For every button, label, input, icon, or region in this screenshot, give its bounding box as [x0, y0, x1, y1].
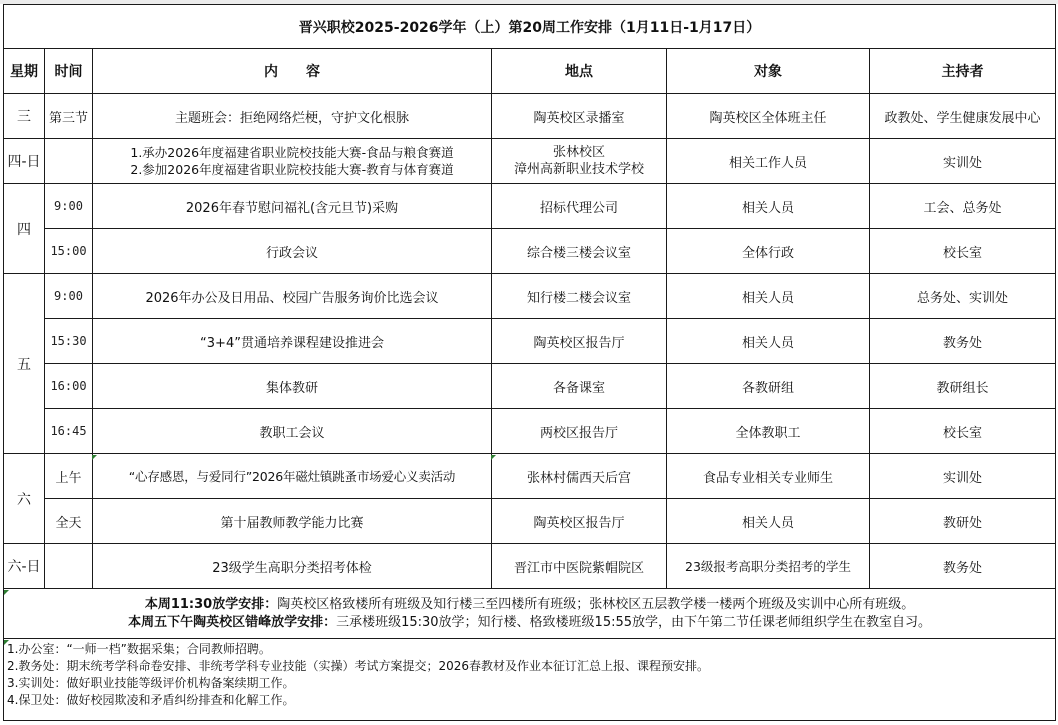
note-item: 4.保卫处：做好校园欺凌和矛盾纠纷排查和化解工作。	[7, 693, 295, 707]
sheet-title: 晋兴职校2025-2026学年（上）第20周工作安排（1月11日-1月17日）	[298, 19, 761, 36]
time-cell: 上午	[45, 454, 93, 499]
header-row	[4, 49, 1056, 94]
notice-label-2: 本周五下午陶英校区错峰放学安排：	[128, 614, 337, 630]
location-cell: 各备课室	[492, 364, 667, 409]
location-line: 漳州高新职业技术学校	[513, 162, 644, 177]
table-row	[4, 319, 1056, 364]
location-cell: 两校区报告厅	[492, 409, 667, 454]
content-line: 2.参加2026年度福建省职业院校技能大赛-教育与体育赛道	[130, 162, 454, 177]
department-notes	[4, 639, 1056, 721]
location-line: 张林校区	[552, 145, 605, 160]
day-cell: 五	[4, 274, 45, 454]
time-cell: 9:00	[45, 184, 93, 229]
department-notes-row	[4, 639, 1056, 721]
day-cell: 六	[4, 454, 45, 544]
host-cell: 校长室	[870, 229, 1056, 274]
schedule-table	[3, 4, 1056, 721]
content-cell: “3+4”贯通培养课程建设推进会	[93, 319, 492, 364]
day-cell: 四-日	[4, 139, 45, 184]
content-cell: 集体教研	[93, 364, 492, 409]
time-cell: 16:00	[45, 364, 93, 409]
table-row	[4, 274, 1056, 319]
content-cell: “心存感恩，与爱同行”2026年磁灶镇跳蚤市场爱心义卖活动	[93, 454, 492, 499]
cell-comment-marker-icon	[92, 455, 97, 460]
audience-cell: 相关人员	[667, 184, 870, 229]
content-line: 1.承办2026年度福建省职业院校技能大赛-食品与粮食赛道	[130, 145, 454, 160]
location-cell: 晋江市中医院紫帽院区	[492, 544, 667, 589]
header-host: 主持者	[870, 49, 1056, 94]
audience-cell: 各教研组	[667, 364, 870, 409]
dismissal-notice	[4, 589, 1056, 639]
host-cell: 教研处	[870, 499, 1056, 544]
notice-text-2: 三承楼班级15:30放学；知行楼、格致楼班级15:55放学，由下午第二节任课老师组织学生在教室自习。	[336, 614, 932, 630]
host-cell: 工会、总务处	[870, 184, 1056, 229]
table-row	[4, 94, 1056, 139]
cell-comment-marker-icon	[491, 455, 496, 460]
day-cell: 三	[4, 94, 45, 139]
location-cell: 知行楼二楼会议室	[492, 274, 667, 319]
schedule-sheet	[3, 4, 1054, 721]
time-cell: 15:00	[45, 229, 93, 274]
audience-cell: 食品专业相关专业师生	[667, 454, 870, 499]
audience-cell: 相关人员	[667, 499, 870, 544]
header-location: 地点	[492, 49, 667, 94]
table-row	[4, 139, 1056, 184]
table-row	[4, 454, 1056, 499]
audience-cell: 相关人员	[667, 319, 870, 364]
sheet-title-cell	[4, 5, 1056, 49]
cell-comment-marker-icon	[4, 640, 9, 645]
header-content: 内 容	[93, 49, 492, 94]
location-cell: 张林村儒西天后宫	[492, 454, 667, 499]
note-item: 2.教务处：期末统考学科命卷安排、非统考学科专业技能（实操）考试方案提交；2026春教材及作业本征订汇总上报、课程预安排。	[7, 659, 709, 673]
content-cell: 2026年春节慰问福礼(含元旦节)采购	[93, 184, 492, 229]
table-row	[4, 499, 1056, 544]
content-cell: 行政会议	[93, 229, 492, 274]
content-cell: 2026年办公及日用品、校园广告服务询价比选会议	[93, 274, 492, 319]
audience-cell: 23级报考高职分类招考的学生	[667, 544, 870, 589]
header-time: 时间	[45, 49, 93, 94]
header-audience: 对象	[667, 49, 870, 94]
day-cell: 六-日	[4, 544, 45, 589]
content-cell: 23级学生高职分类招考体检	[93, 544, 492, 589]
host-cell: 总务处、实训处	[870, 274, 1056, 319]
location-cell: 综合楼三楼会议室	[492, 229, 667, 274]
notice-text-1: 陶英校区格致楼所有班级及知行楼三至四楼所有班级；张林校区五层教学楼一楼两个班级及实训中心所有班级。	[277, 596, 915, 612]
table-row	[4, 544, 1056, 589]
host-cell: 政教处、学生健康发展中心	[870, 94, 1056, 139]
audience-cell: 全体教职工	[667, 409, 870, 454]
host-cell: 教务处	[870, 544, 1056, 589]
audience-cell: 相关人员	[667, 274, 870, 319]
time-cell: 第三节	[45, 94, 93, 139]
dismissal-notice-row	[4, 589, 1056, 639]
host-cell: 实训处	[870, 454, 1056, 499]
host-cell: 教研组长	[870, 364, 1056, 409]
header-day: 星期	[4, 49, 45, 94]
time-cell: 15:30	[45, 319, 93, 364]
table-row	[4, 409, 1056, 454]
day-cell: 四	[4, 184, 45, 274]
time-cell: 全天	[45, 499, 93, 544]
location-cell: 陶英校区报告厅	[492, 499, 667, 544]
content-cell: 主题班会：拒绝网络烂梗，守护文化根脉	[93, 94, 492, 139]
notice-label-1: 本周11:30放学安排：	[144, 596, 278, 612]
time-cell: 9:00	[45, 274, 93, 319]
location-cell	[492, 139, 667, 184]
table-row	[4, 184, 1056, 229]
content-cell	[93, 139, 492, 184]
note-item: 1.办公室：“一师一档”数据采集；合同教师招聘。	[7, 642, 271, 656]
time-cell: 16:45	[45, 409, 93, 454]
audience-cell: 全体行政	[667, 229, 870, 274]
table-row	[4, 229, 1056, 274]
audience-cell: 相关工作人员	[667, 139, 870, 184]
table-row	[4, 364, 1056, 409]
note-item: 3.实训处：做好职业技能等级评价机构备案续期工作。	[7, 676, 295, 690]
notice-line-1	[6, 596, 1053, 614]
host-cell: 教务处	[870, 319, 1056, 364]
location-cell: 招标代理公司	[492, 184, 667, 229]
host-cell: 实训处	[870, 139, 1056, 184]
content-cell: 第十届教师教学能力比赛	[93, 499, 492, 544]
notice-line-2	[6, 614, 1053, 632]
location-cell: 陶英校区录播室	[492, 94, 667, 139]
cell-comment-marker-icon	[4, 590, 9, 595]
content-cell: 教职工会议	[93, 409, 492, 454]
host-cell: 校长室	[870, 409, 1056, 454]
audience-cell: 陶英校区全体班主任	[667, 94, 870, 139]
time-cell	[45, 544, 93, 589]
location-cell: 陶英校区报告厅	[492, 319, 667, 364]
time-cell	[45, 139, 93, 184]
